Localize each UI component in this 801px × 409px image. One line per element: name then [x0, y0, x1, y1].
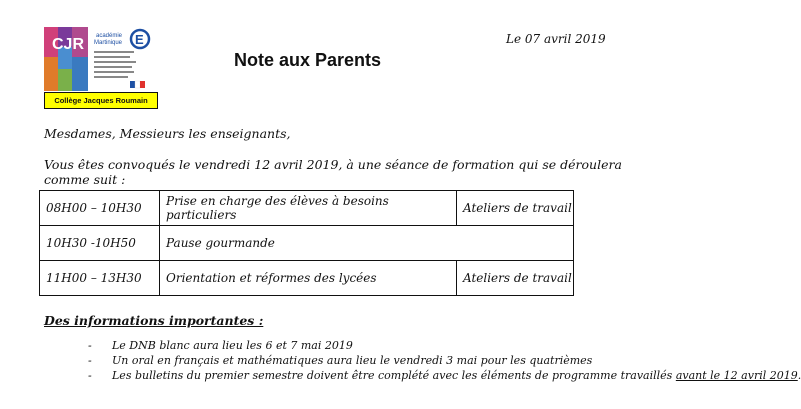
page-title: Note aux Parents: [234, 50, 382, 70]
info-deadline: avant le 12 avril 2019: [675, 369, 798, 382]
academy-small-label: académie: [96, 33, 123, 39]
svg-text:E: E: [135, 32, 144, 47]
table-row: [40, 261, 574, 296]
logo-letters: CJR: [52, 36, 85, 53]
schedule-format: Ateliers de travail: [457, 191, 574, 226]
schedule-table: [39, 190, 574, 296]
college-name-box: Collège Jacques Roumain: [44, 92, 158, 109]
info-item-text: Le DNB blanc aura lieu les 6 et 7 mai 2019: [112, 339, 353, 352]
academy-name-label: Martinique: [94, 40, 123, 46]
document-date: Le 07 avril 2019: [506, 32, 606, 46]
info-list: [88, 338, 801, 383]
table-row: [40, 191, 574, 226]
schedule-time: 08H00 – 10H30: [40, 191, 160, 226]
convocation-text: Vous êtes convoqués le vendredi 12 avril 2019, à une séance de formation qui se déroulera comme suit :: [44, 157, 622, 187]
list-item: - Les bulletins du premier semestre doivent être complété avec les éléments de programme travaillés avant le 12 avril 2019.: [88, 369, 801, 382]
schedule-activity: Prise en charge des élèves à besoins particuliers: [160, 191, 457, 226]
schedule-time: 10H30 -10H50: [40, 226, 160, 261]
info-item-text: Un oral en français et mathématiques aura lieu le vendredi 3 mai pour les quatrièmes: [112, 354, 593, 367]
schedule-format: Ateliers de travail: [457, 261, 574, 296]
list-item: - Un oral en français et mathématiques aura lieu le vendredi 3 mai pour les quatrièmes: [88, 354, 593, 367]
schedule-time: 11H00 – 13H30: [40, 261, 160, 296]
list-item: - Le DNB blanc aura lieu les 6 et 7 mai 2019: [88, 339, 353, 352]
table-row: [40, 226, 574, 261]
info-heading: Des informations importantes :: [44, 313, 264, 328]
schedule-activity: Pause gourmande: [160, 226, 574, 261]
info-item-end: .: [797, 369, 801, 382]
info-item-text: Les bulletins du premier semestre doivent être complété avec les éléments de programme travaillés: [112, 369, 673, 382]
schedule-activity: Orientation et réformes des lycées: [160, 261, 457, 296]
greeting-text: Mesdames, Messieurs les enseignants,: [44, 126, 291, 141]
